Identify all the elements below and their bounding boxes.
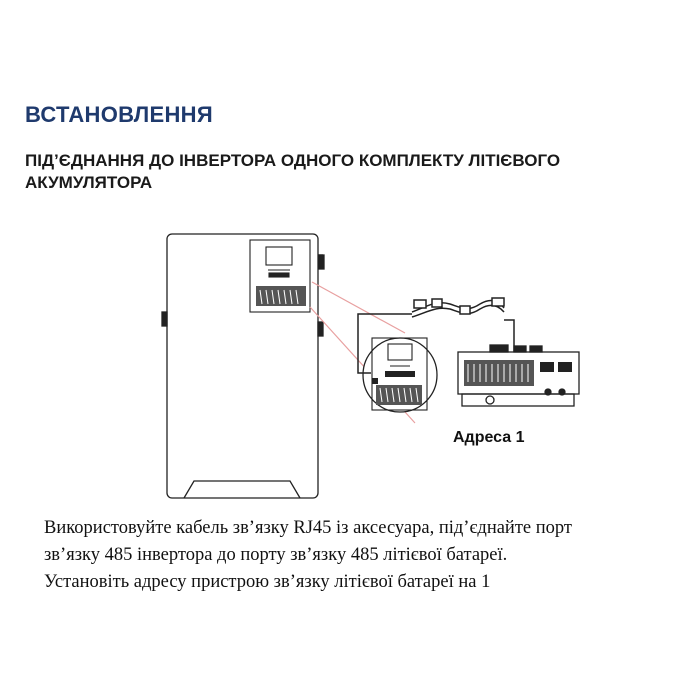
page-subtitle: ПІД’ЄДНАННЯ ДО ІНВЕРТОРА ОДНОГО КОМПЛЕКТУ ЛІТІЄВОГО АКУМУЛЯТОРА <box>25 151 561 192</box>
inverter-cabinet <box>162 234 324 498</box>
instruction-line: Установіть адресу пристрою зв’язку літієвої батареї на 1 <box>44 572 491 592</box>
instruction-paragraph <box>44 515 684 596</box>
address-label: Адреса 1 <box>453 429 525 446</box>
instruction-line: Використовуйте кабель зв’язку RJ45 із аксесуара, під’єднайте порт <box>44 518 572 538</box>
inverter-front-panel <box>250 240 310 312</box>
instruction-line: зв’язку 485 інвертора до порту зв’язку 485 літієвої батареї. <box>44 545 508 565</box>
inverter-panel-zoom <box>363 338 437 412</box>
lithium-battery-module <box>458 345 579 406</box>
section-title: ВСТАНОВЛЕННЯ <box>25 102 213 127</box>
